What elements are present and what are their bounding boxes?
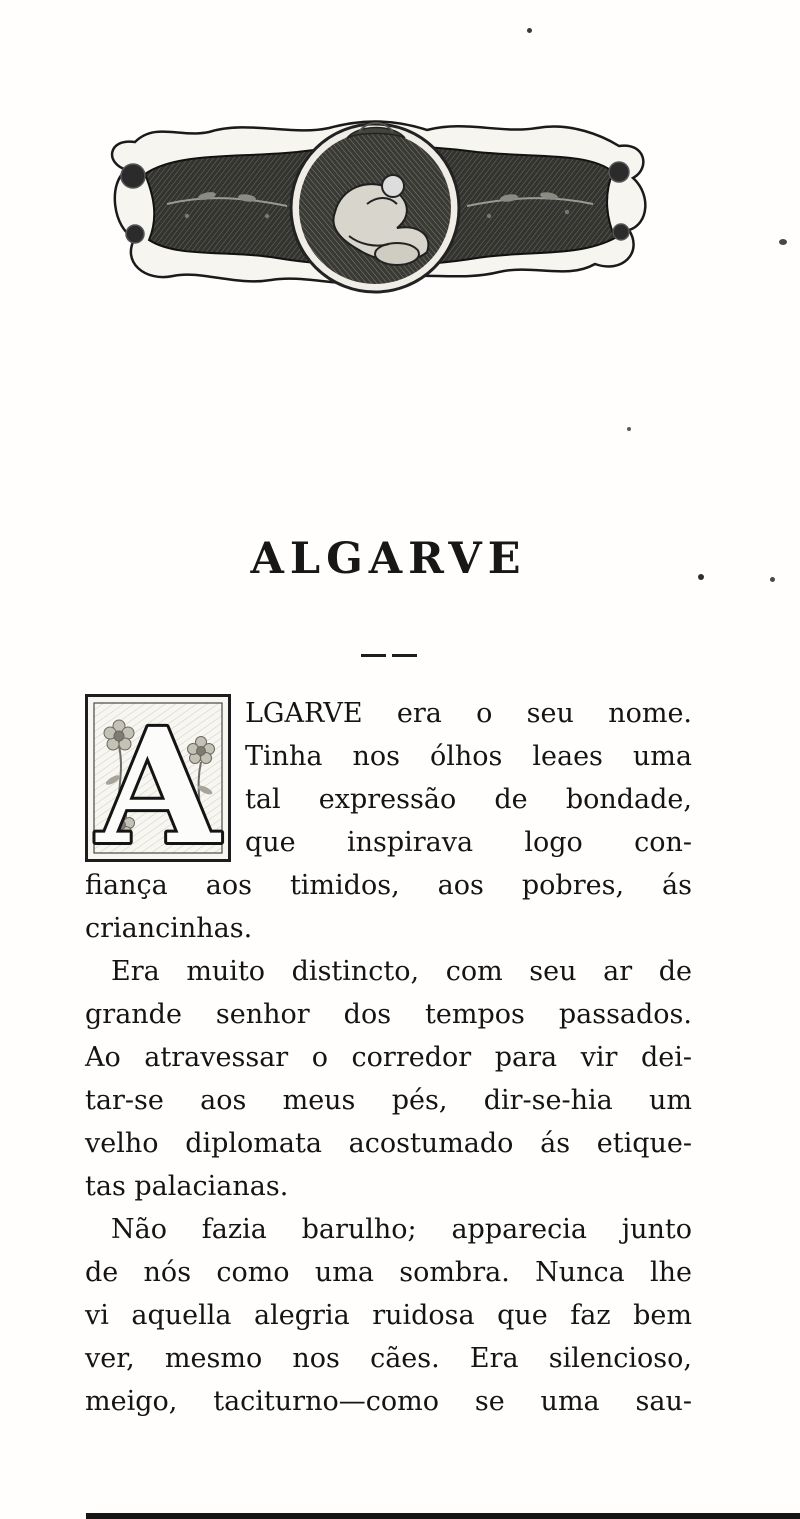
paragraph [85, 1208, 692, 1423]
dropcap-box [85, 694, 231, 862]
text-line: velho diplomata acostumado ás etique- [85, 1128, 692, 1159]
text-line: Era muito distincto, com seu ar de [111, 956, 692, 987]
floral-initial-icon [85, 694, 231, 862]
paragraph [85, 692, 692, 950]
page-bottom-scan-edge [86, 1513, 800, 1519]
dropcap-letter: A [96, 695, 220, 862]
text-line: grande senhor dos tempos passados. [85, 999, 692, 1030]
text-line: que inspirava logo con- [245, 827, 692, 858]
scan-speck [698, 574, 704, 580]
divider-dash [361, 654, 386, 657]
text-line: fiança aos timidos, aos pobres, ás [85, 870, 692, 901]
scan-speck [770, 577, 775, 582]
engraved-cartouche-icon [97, 112, 657, 307]
text-line: tas palacianas. [85, 1171, 289, 1202]
text-line: ver, mesmo nos cães. Era silencioso, [85, 1343, 692, 1374]
scan-speck [627, 427, 631, 431]
text-line: tal expressão de bondade, [245, 784, 692, 815]
title-divider [85, 654, 692, 657]
text-line: Tinha nos ólhos leaes uma [245, 741, 692, 772]
paragraph [85, 950, 692, 1208]
text-line: LGARVE era o seu nome. [245, 698, 692, 729]
text-line: vi aquella alegria ruidosa que faz bem [85, 1300, 692, 1331]
text-line: Não fazia barulho; apparecia junto [111, 1214, 692, 1245]
scan-speck [527, 28, 532, 33]
text-line: Ao atravessar o corredor para vir dei- [85, 1042, 692, 1073]
text-line: tar-se aos meus pés, dir-se-hia um [85, 1085, 692, 1116]
text-line: criancinhas. [85, 913, 253, 944]
chapter-title: ALGARVE [250, 534, 527, 584]
header-ornament-image [97, 112, 657, 307]
scan-speck [779, 239, 787, 245]
body-text [85, 692, 692, 1423]
text-line: meigo, taciturno—como se uma sau- [85, 1386, 692, 1417]
text-line: de nós como uma sombra. Nunca lhe [85, 1257, 692, 1288]
divider-dash [392, 654, 417, 657]
